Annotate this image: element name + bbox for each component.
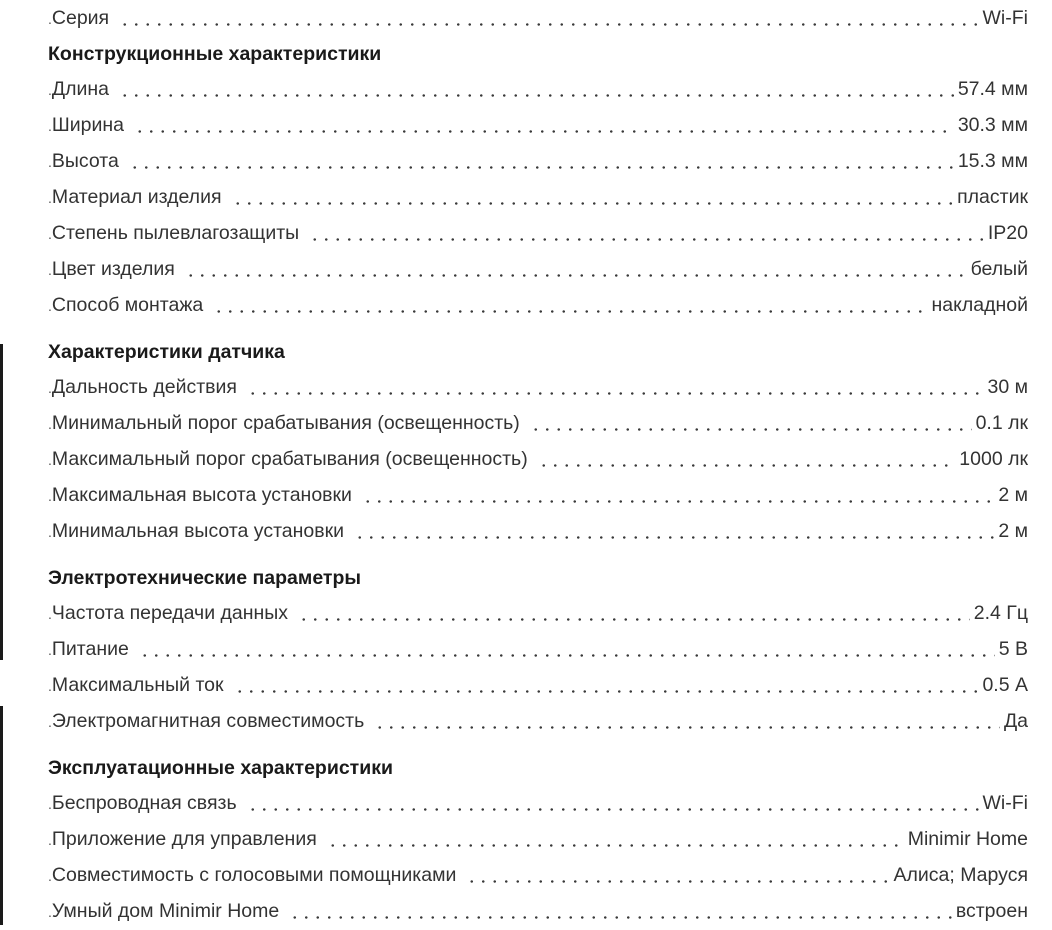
spec-label: . Минимальная высота установки (48, 513, 346, 550)
left-edge-bar (0, 706, 3, 925)
spec-value: 2.4 Гц (973, 602, 1028, 624)
spec-row (48, 369, 1028, 405)
spec-label: . Цвет изделия (48, 251, 177, 288)
spec-value: 0.5 А (982, 674, 1028, 696)
spec-value: пластик (957, 186, 1028, 208)
dot-leader (209, 287, 927, 323)
spec-label: . Дальность действия (48, 369, 239, 406)
spec-label: . Приложение для управления (48, 821, 319, 858)
spec-row (48, 441, 1028, 477)
spec-row (48, 215, 1028, 251)
spec-row (48, 785, 1028, 821)
spec-label: . Максимальная высота установки (48, 477, 354, 514)
spec-row (48, 631, 1028, 667)
dot-leader (125, 143, 954, 179)
spec-row (48, 179, 1028, 215)
spec-row (48, 287, 1028, 323)
spec-row (48, 893, 1028, 929)
spec-value: Да (1003, 710, 1028, 732)
spec-label: . Степень пылевлагозащиты (48, 215, 301, 252)
spec-row (48, 703, 1028, 739)
spec-value: 1000 лк (959, 448, 1028, 470)
section-title: Конструкционные характеристики (48, 43, 382, 65)
dot-leader (115, 0, 978, 36)
spec-label: . Минимальный порог срабатывания (освещенность) (48, 405, 522, 442)
spec-row (48, 857, 1028, 893)
spec-row (48, 143, 1028, 179)
spec-value: Wi-Fi (982, 7, 1028, 29)
dot-leader (305, 215, 984, 251)
spec-label: . Питание (48, 631, 131, 668)
spec-value: 30 м (987, 376, 1028, 398)
section-title: Электротехнические параметры (48, 567, 362, 589)
spec-label: . Высота (48, 143, 121, 180)
left-edge-bar (0, 344, 3, 660)
spec-row (48, 667, 1028, 703)
spec-value: 2 м (998, 484, 1028, 506)
dot-leader (230, 667, 979, 703)
spec-row (48, 595, 1028, 631)
spec-value: 0.1 лк (975, 412, 1028, 434)
dot-leader (462, 857, 889, 893)
spec-label: . Максимальный порог срабатывания (освещенность) (48, 441, 530, 478)
spec-value: 30.3 мм (957, 114, 1028, 136)
spec-label: . Длина (48, 71, 111, 108)
spec-list (48, 0, 1028, 929)
spec-row (48, 71, 1028, 107)
spec-row (48, 821, 1028, 857)
dot-leader (181, 251, 967, 287)
spec-label: . Ширина (48, 107, 126, 144)
spec-row (48, 251, 1028, 287)
spec-row (48, 513, 1028, 549)
spec-label: . Способ монтажа (48, 287, 205, 324)
spec-label: . Беспроводная связь (48, 785, 239, 822)
spec-value: Minimir Home (907, 828, 1028, 850)
dot-leader (130, 107, 954, 143)
dot-leader (350, 513, 994, 549)
section-title: Характеристики датчика (48, 341, 285, 363)
spec-label: . Серия (48, 0, 111, 37)
spec-value: 5 В (998, 638, 1028, 660)
spec-label: . Материал изделия (48, 179, 224, 216)
spec-label: . Максимальный ток (48, 667, 226, 704)
spec-row (48, 107, 1028, 143)
dot-leader (370, 703, 1000, 739)
dot-leader (323, 821, 904, 857)
dot-leader (294, 595, 970, 631)
dot-leader (243, 785, 979, 821)
spec-value: 15.3 мм (957, 150, 1028, 172)
section-title: Эксплуатационные характеристики (48, 757, 393, 779)
spec-label: . Умный дом Minimir Home (48, 893, 281, 930)
spec-value: 57.4 мм (957, 78, 1028, 100)
spec-row (48, 477, 1028, 513)
dot-leader (285, 893, 952, 929)
dot-leader (534, 441, 956, 477)
spec-label: . Совместимость с голосовыми помощниками (48, 857, 458, 894)
spec-value: IP20 (987, 222, 1028, 244)
dot-leader (135, 631, 995, 667)
spec-value: Wi-Fi (982, 792, 1028, 814)
spec-value: накладной (931, 294, 1028, 316)
spec-value: белый (970, 258, 1028, 280)
dot-leader (243, 369, 984, 405)
spec-row (48, 405, 1028, 441)
dot-leader (228, 179, 954, 215)
spec-label: . Электромагнитная совместимость (48, 703, 366, 740)
spec-label: . Частота передачи данных (48, 595, 290, 632)
dot-leader (526, 405, 972, 441)
spec-value: 2 м (998, 520, 1028, 542)
spec-value: встроен (955, 900, 1028, 922)
spec-value: Алиса; Маруся (893, 864, 1028, 886)
dot-leader (115, 71, 954, 107)
spec-row (48, 0, 1028, 36)
dot-leader (358, 477, 994, 513)
